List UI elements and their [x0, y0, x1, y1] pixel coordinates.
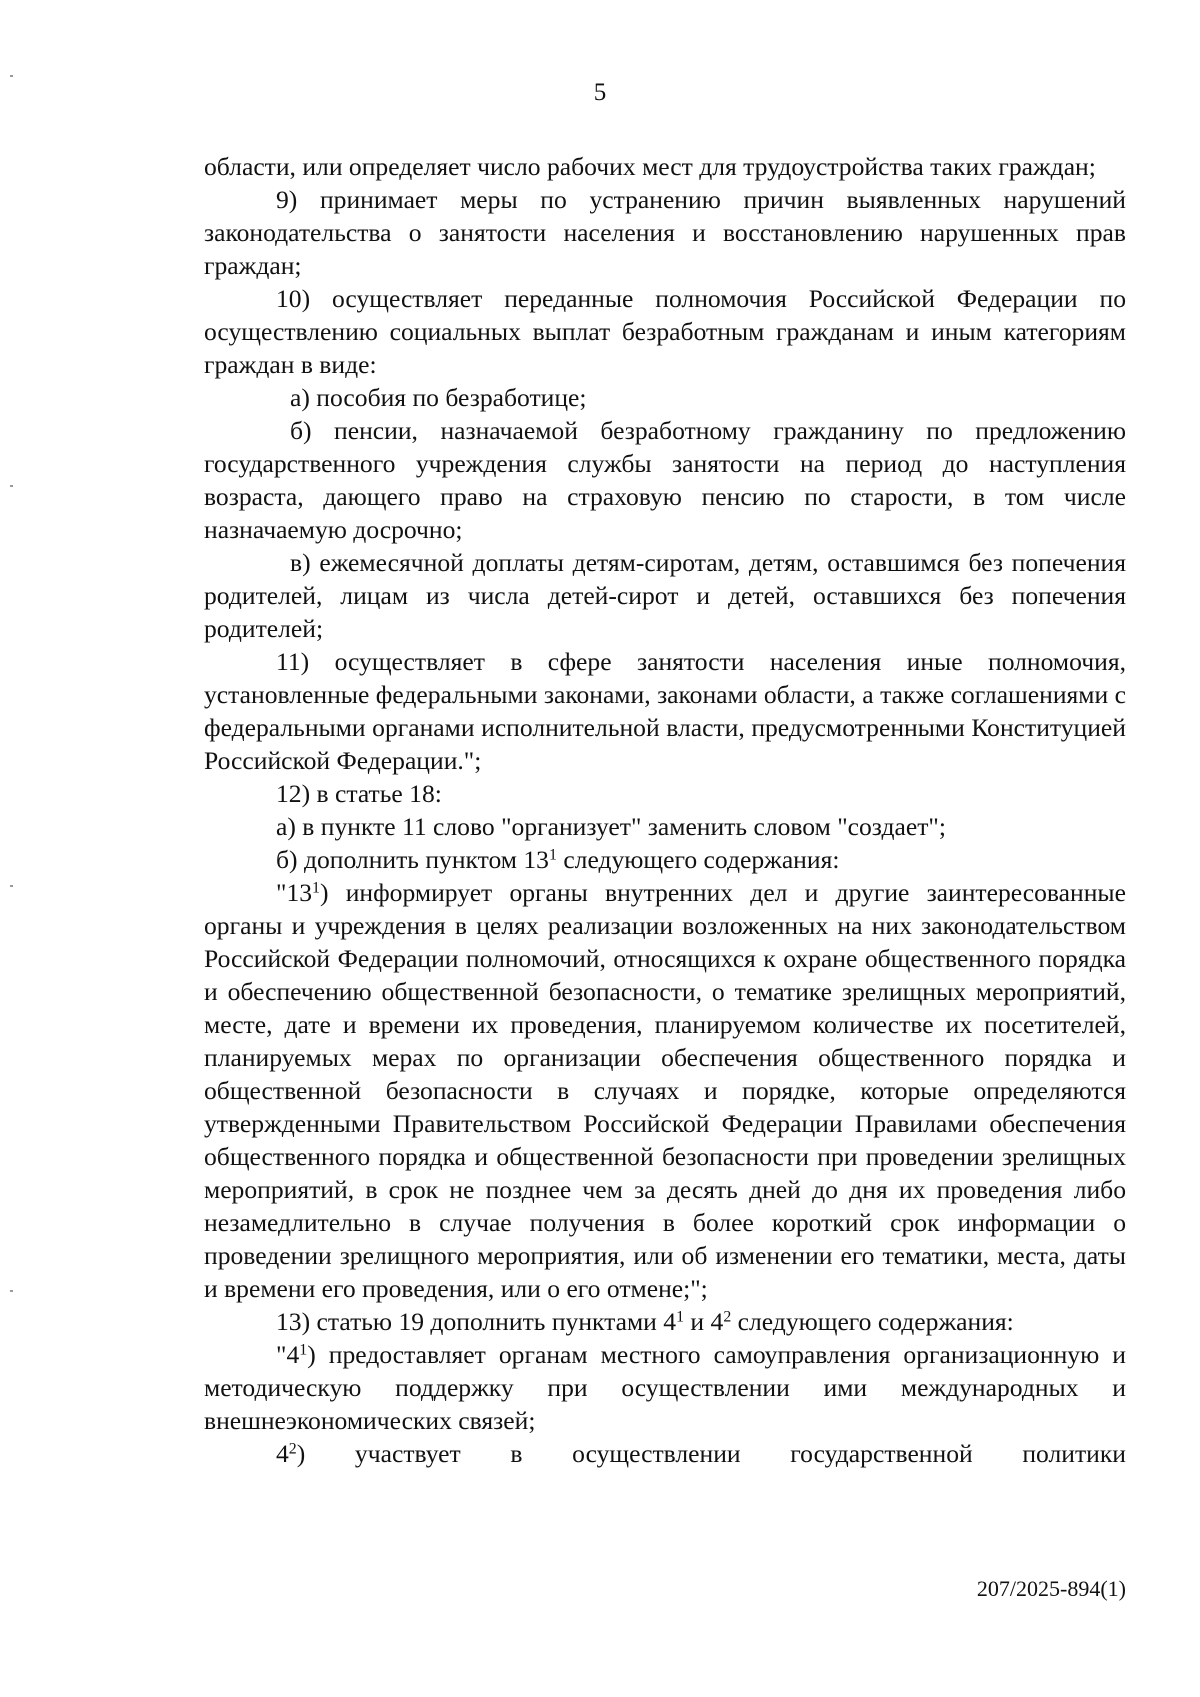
superscript: 2 — [288, 1440, 297, 1458]
paragraph-subitem-v: в) ежемесячной доплаты детям-сиротам, детям, оставшимся без попечения родителей, лицам из числа детей-сирот и детей, оставшихся без попечения родителей; — [204, 548, 1126, 643]
scan-margin-mark — [10, 1290, 13, 1292]
paragraph-item-11: 11) осуществляет в сфере занятости населения иные полномочия, установленные федеральными законами, законами области, а также соглашениями с федеральными органами исполнительной власти, предусмотренными Конституцией Российской Федерации."; — [204, 647, 1126, 775]
paragraph-subitem-a: а) пособия по безработице; — [290, 383, 587, 412]
paragraph-item-13 — [204, 1305, 1126, 1338]
scan-margin-mark — [10, 485, 13, 487]
document-code: 207/2025-894(1) — [976, 1576, 1126, 1601]
superscript: 1 — [548, 846, 557, 864]
text-segment: 13) статью 19 дополнить пунктами 4 — [276, 1307, 677, 1336]
paragraph-point-4-2 — [204, 1437, 1126, 1470]
paragraph-item-12: 12) в статье 18: — [276, 779, 442, 808]
document-body — [204, 150, 1126, 1470]
paragraph-point-4-1 — [204, 1338, 1126, 1437]
page-number: 5 — [593, 79, 607, 106]
text-segment: ) предоставляет органам местного самоуправления организационную и методическую поддержку при осуществлении ими международных и внешнеэкономических связей; — [204, 1340, 1126, 1435]
text-segment: "4 — [276, 1340, 300, 1369]
text-segment: следующего содержания: — [731, 1307, 1014, 1336]
scan-margin-mark — [10, 885, 13, 887]
text-segment: "13 — [276, 878, 313, 907]
text-segment: следующего содержания: — [556, 845, 840, 874]
superscript: 1 — [676, 1308, 685, 1326]
paragraph-item-9: 9) принимает меры по устранению причин выявленных нарушений законодательства о занятости населения и восстановлению нарушенных прав граждан; — [204, 185, 1126, 280]
paragraph-point-13-1 — [204, 876, 1126, 1305]
paragraph-subitem-b: б) пенсии, назначаемой безработному гражданину по предложению государственного учреждения службы занятости на период до наступления возраста, дающего право на страховую пенсию по старости, в том числе назначаемую досрочно; — [204, 416, 1126, 544]
superscript: 2 — [723, 1308, 732, 1326]
text-segment: ) участвует в осуществлении государственной политики — [296, 1439, 1126, 1468]
paragraph-item-12-b — [204, 843, 1126, 876]
superscript: 1 — [299, 1341, 308, 1359]
text-segment: ) информирует органы внутренних дел и другие заинтересованные органы и учреждения в целях реализации возложенных на них законодательством Российской Федерации полномочий, относящихся к охране общественного порядка и обеспечению общественной безопасности, о тематике зрелищных мероприятий, месте, дате и времени их проведения, планируемом количестве их посетителей, планируемых мерах по организации обеспечения общественного порядка и общественной безопасности в случаях и порядке, которые определяются утвержденными Правительством Российской Федерации Правилами обеспечения общественного порядка и общественной безопасности при проведении зрелищных мероприятий, в срок не позднее чем за десять дней до дня их проведения либо незамедлительно в случае получения в более короткий срок информации о проведении зрелищного мероприятия, или об изменении его тематики, места, даты и времени его проведения, или о его отмене;"; — [204, 878, 1126, 1303]
paragraph-continuation: области, или определяет число рабочих мест для трудоустройства таких граждан; — [204, 152, 1096, 181]
text-segment: б) дополнить пунктом 13 — [276, 845, 549, 874]
paragraph-item-12-a: а) в пункте 11 слово "организует" заменить словом "создает"; — [276, 812, 946, 841]
text-segment: и 4 — [684, 1307, 724, 1336]
scan-margin-mark — [10, 75, 13, 77]
superscript: 1 — [312, 879, 320, 897]
text-segment: 4 — [276, 1439, 289, 1468]
paragraph-item-10: 10) осуществляет переданные полномочия Российской Федерации по осуществлению социальных выплат безработным гражданам и иным категориям граждан в виде: — [204, 284, 1126, 379]
